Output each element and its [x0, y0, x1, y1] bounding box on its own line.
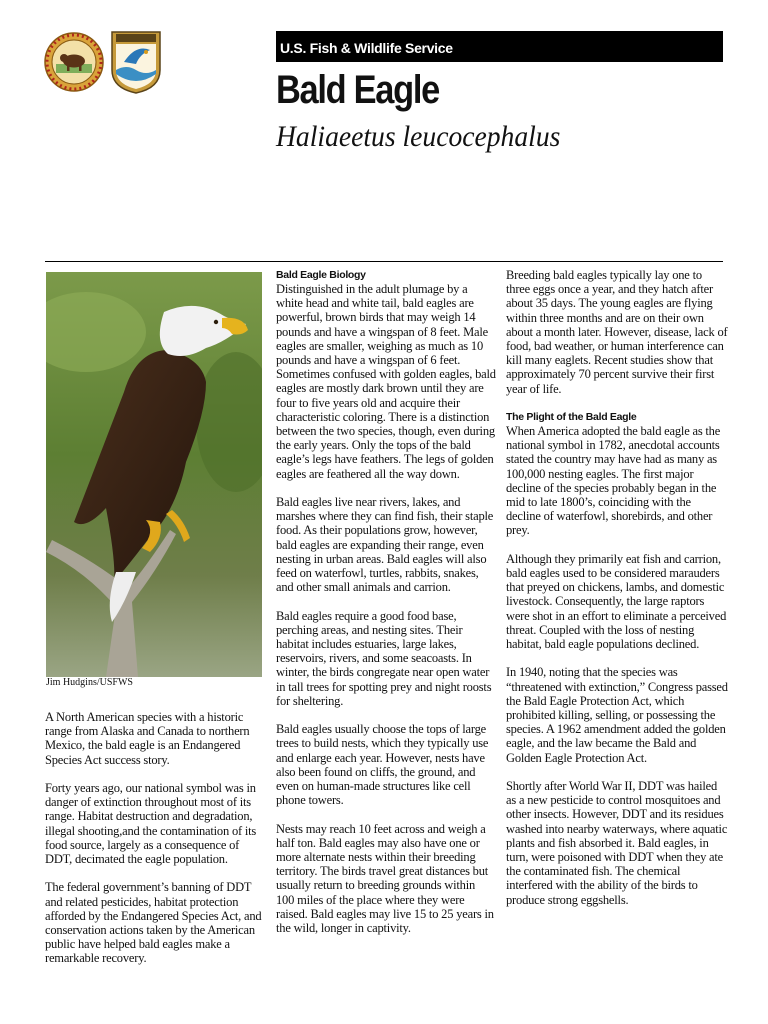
fish-and-wildlife-service-seal-icon: [110, 30, 162, 94]
section-heading-plight: The Plight of the Bald Eagle: [506, 411, 637, 424]
page-title: Bald Eagle: [276, 68, 439, 112]
biology-paragraph-3: Bald eagles require a good food base, perching areas, and nesting sites. Their habitat includes estuaries, large lakes, reservoirs, rivers, and some seacoasts. In winter, the birds congregate near open water in tall trees for spotting prey and night roosts for sheltering.: [276, 608, 492, 708]
plight-paragraph-4: Shortly after World War II, DDT was hailed as a new pesticide to control mosquitoes and other insects. However, DDT and its residues washed into nearby waterways, where aquatic plants and fish absorbed it. Bald eagles, in turn, were poisoned with DDT when they ate the contaminated fish. The chemical interfered with the ability of the birds to produce strong eggshells.: [506, 779, 728, 907]
scientific-name: Haliaeetus leucocephalus: [276, 120, 561, 153]
plight-paragraph-1: When America adopted the bald eagle as the national symbol in 1782, anecdotal accounts stated the country may have had as many as 100,000 nesting eagles. The first major decline of the species probably began in the mid to late 1800’s, coinciding with the decline of waterfowl, shorebirds, and other prey.: [506, 424, 721, 538]
plight-paragraph-3: In 1940, noting that the species was “threatened with extinction,” Congress passed the Bald Eagle Protection Act, which prohibited killing, selling, or possessing the species. A 1962 amendment added the golden eagle, and the law became the Bald and Golden Eagle Protection Act.: [506, 665, 728, 765]
biology-paragraph-5: Nests may reach 10 feet across and weigh a half ton. Bald eagles may also have one or more alternate nests within their breeding territory. The birds travel great distances but usually return to breeding grounds within 100 miles of the place where they were raised. Bald eagles may live 15 to 25 years in the wild, longer in captivity.: [276, 821, 494, 936]
header-divider: [45, 261, 723, 262]
column-middle: [276, 268, 496, 949]
department-of-interior-seal-icon: [44, 30, 104, 94]
plight-paragraph-2: Although they primarily eat fish and carrion, bald eagles used to be considered marauders that preyed on chickens, lambs, and domestic livestock. Consequently, the large raptors were shot in an effort to eliminate a perceived threat. Coupled with the loss of nesting habitat, bald eagle populations declined.: [506, 551, 727, 652]
biology-paragraph-4: Bald eagles usually choose the tops of large trees to build nests, which they typically use and enlarge each year. However, nests have also been found on cliffs, the ground, and even on human-made structures like cell phone towers.: [276, 722, 489, 808]
column-right: [506, 268, 728, 921]
history-paragraph: Forty years ago, our national symbol was in danger of extinction throughout most of its range. Habitat destruction and degradation, illegal shooting,and the contamination of its food source, largely as a consequence of DDT, decimated the eagle population.: [45, 781, 257, 867]
intro-paragraph: A North American species with a historic range from Alaska and Canada to northern Mexico, the bald eagle is an Endangered Species Act success story.: [45, 710, 250, 767]
bald-eagle-photo: [46, 272, 262, 677]
column-left: [45, 710, 265, 980]
agency-banner: U.S. Fish & Wildlife Service: [276, 31, 723, 62]
recovery-paragraph: The federal government’s banning of DDT and related pesticides, habitat protection afforded by the Endangered Species Act, and conservation actions taken by the American public have helped bald eagles make a remarkable recovery.: [45, 880, 262, 966]
biology-paragraph-1: Distinguished in the adult plumage by a white head and white tail, bald eagles are powerful, brown birds that may weigh 14 pounds and have a wingspan of 8 feet. Male eagles are smaller, weighing as much as 10 pounds and have a wingspan of 6 feet. Sometimes confused with golden eagles, bald eagles are mostly dark brown until they are four to five years old and acquire their characteristic coloring. There is a distinction between the two species, though, even during the early years. Only the tops of the bald eagle’s legs have feathers. The legs of golden eagles are feathered all the way down.: [276, 282, 496, 481]
biology-paragraph-2: Bald eagles live near rivers, lakes, and marshes where they can find fish, their staple food. As their populations grow, however, bald eagles are expanding their range, even nesting in urban areas. Bald eagles will also feed on waterfowl, turtles, rabbits, snakes, and other small animals and carrion.: [276, 495, 494, 595]
photo-credit: Jim Hudgins/USFWS: [46, 677, 133, 688]
section-heading-biology: Bald Eagle Biology: [276, 269, 366, 281]
breeding-paragraph: Breeding bald eagles typically lay one to three eggs once a year, and they hatch after about 35 days. The young eagles are flying within three months and are on their own about a month later. However, disease, lack of food, bad weather, or human interference can kill many eaglets. Recent studies show that approximately 70 percent survive their first year of life.: [506, 268, 728, 396]
